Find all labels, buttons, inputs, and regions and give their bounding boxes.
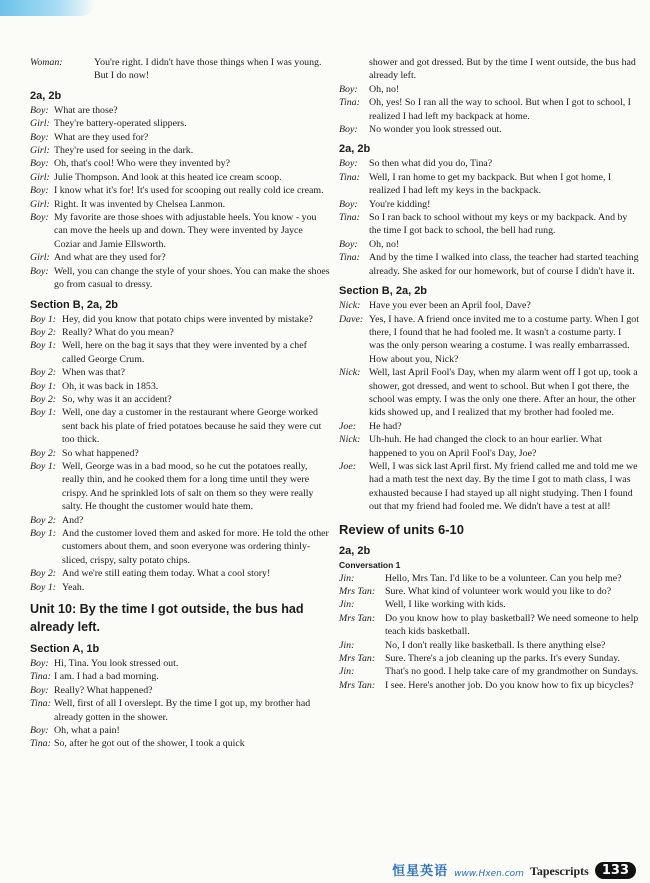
dialogue-text: Well, I like working with kids. [385,599,506,611]
conversation-heading: Conversation 1 [339,559,401,570]
speaker-label: Boy 1: [30,528,57,539]
dialogue-line [339,585,639,598]
speaker-label: Boy: [30,725,49,737]
speaker-label: Boy: [30,158,49,170]
speaker-label: Boy 1: [30,581,57,593]
right-column [339,56,639,692]
section-heading: 2a, 2b [339,143,371,156]
dialogue-text: So what happened? [62,447,139,459]
speaker-label: Boy 2: [30,568,57,580]
section-heading: 2a, 2b [339,544,371,557]
dialogue-line [339,198,639,211]
speaker-label: Boy: [30,131,49,143]
speaker-label: Boy 2: [30,447,57,459]
speaker-label: Jin: [339,572,355,584]
dialogue-line [339,171,639,198]
dialogue-text: Well, you can change the style of your shoes. You can make the shoes go from casual to dressy. [54,265,330,291]
dialogue-text: I see. Here's another job. Do you know how to fix up bicycles? [385,679,634,691]
watermark-text: 恒星英语 [392,864,449,879]
speaker-label: Boy: [30,265,49,277]
dialogue-line [30,265,330,292]
speaker-label: Tina: [30,671,51,683]
dialogue-text: Oh, it was back in 1853. [62,380,159,392]
dialogue-text: And by the time I walked into class, the teacher had started teaching already. She asked for our homework, but of course I didn't have it. [369,252,639,277]
dialogue-text: That's no good. I help take care of my grandmother on Sundays. [385,666,639,678]
speaker-label: Mrs Tan: [339,586,376,597]
speaker-label: Boy 1: [30,460,57,472]
speaker-label: Jin: [339,599,355,611]
dialogue-line [339,460,639,514]
dialogue-text: Uh-huh. He had changed the clock to an hour earlier. What happened to you on April Fool's Day, Joe? [369,434,602,459]
speaker-label: Boy 2: [30,326,57,338]
speaker-label: Mrs Tan: [339,653,376,665]
speaker-label: Nick: [339,367,361,379]
dialogue-line [30,670,330,683]
speaker-label: Boy: [30,212,49,224]
dialogue-text: You're kidding! [369,198,431,210]
dialogue-line [339,652,639,665]
speaker-label: Joe: [339,420,356,432]
page-section-label: Tapescripts [529,864,589,878]
speaker-label: Boy 1: [30,380,57,392]
speaker-label: Boy: [339,83,358,95]
speaker-label: Tina: [339,252,360,264]
speaker-label: Boy: [30,684,49,696]
dialogue-text: Have you ever been an April fool, Dave? [369,300,531,312]
dialogue-line [339,679,639,692]
dialogue-line [30,393,330,406]
dialogue-line [30,251,330,264]
speaker-label: Boy 2: [30,514,57,526]
speaker-label: Jin: [339,666,355,678]
dialogue-text: shower and got dressed. But by the time I went outside, the bus had already left. [369,57,636,82]
dialogue-text: And? [62,514,84,526]
dialogue-text: He had? [369,420,402,432]
dialogue-line [30,581,330,594]
dialogue-text: So, why was it an accident? [62,393,172,405]
speaker-label: Nick: [339,300,361,312]
dialogue-line [30,697,330,724]
dialogue-text: When was that? [62,367,126,379]
speaker-label: Boy 1: [30,340,57,352]
speaker-label: Joe: [339,460,356,472]
speaker-label: Boy 2: [30,367,57,379]
dialogue-line [30,684,330,697]
dialogue-text: Well, last April Fool's Day, when my alarm went off I got up, took a shower, got dressed, and went to school. But when I got there, the school was empty. I was the only one there. After an hour, the other kids showed up, and I realized that my brother had fooled me. [369,367,638,419]
review-heading: Review of units 6-10 [339,521,464,537]
speaker-label: Woman: [30,57,63,68]
speaker-label: Boy: [30,185,49,197]
dialogue-text: What are those? [54,104,118,116]
dialogue-text: So I ran back to school without my keys or my backpack. And by the time I got back to school, the bell had rung. [369,212,628,237]
dialogue-line [30,171,330,184]
dialogue-text: No, I don't really like basketball. Is there anything else? [385,639,606,651]
dialogue-text: Julie Thompson. And look at this heated ice cream scoop. [54,171,282,183]
speaker-label: Tina: [30,698,51,710]
dialogue-line [339,157,639,170]
dialogue-line [339,665,639,678]
speaker-label: Boy: [339,198,358,210]
dialogue-line [339,238,639,251]
dialogue-line [339,420,639,433]
dialogue-line [339,366,639,420]
dialogue-text: Yeah. [62,581,85,593]
dialogue-line [30,313,330,326]
dialogue-text: Oh, that's cool! Who were they invented by? [54,158,231,170]
dialogue-text: Really? What do you mean? [62,326,174,338]
speaker-label: Girl: [30,171,50,183]
speaker-label: Boy 1: [30,407,57,419]
dialogue-line [30,737,330,750]
dialogue-text: Well, I ran home to get my backpack. But when I got home, I realized I had left my keys in the backpack. [369,171,612,197]
dialogue-line [30,657,330,670]
dialogue-line [30,117,330,130]
speaker-label: Boy: [30,104,49,116]
dialogue-text: Hi, Tina. You look stressed out. [54,658,179,670]
speaker-label: Tina: [339,97,360,109]
watermark-url: www.Hxen.com [454,869,524,879]
left-column [30,56,330,751]
dialogue-text: They're battery-operated slippers. [54,118,187,130]
dialogue-line [30,339,330,366]
speaker-label: Girl: [30,145,50,157]
section-heading: 2a, 2b [30,89,62,102]
speaker-label: Girl: [30,198,50,210]
dialogue-text: Oh, yes! So I ran all the way to school. But when I got to school, I realized I had left my backpack at home. [369,97,631,122]
speaker-label: Mrs Tan: [339,612,376,624]
dialogue-text: And we're still eating them today. What a cool story! [62,568,271,580]
page-number: 133 [595,862,636,879]
speaker-label: Tina: [339,171,360,183]
section-heading: Section B, 2a, 2b [339,285,428,298]
dialogue-text: Sure. What kind of volunteer work would you like to do? [385,586,612,597]
dialogue-text: Oh, no! [369,83,400,95]
dialogue-line [30,211,330,251]
dialogue-text: So, after he got out of the shower, I took a quick [54,738,245,750]
dialogue-line [30,366,330,379]
speaker-label: Dave: [339,313,364,325]
dialogue-line [339,83,639,96]
dialogue-text: Really? What happened? [54,684,153,696]
dialogue-line [339,123,639,136]
dialogue-line [30,514,330,527]
speaker-label: Girl: [30,252,50,264]
dialogue-text: Do you know how to play basketball? We need someone to help teach kids basketball. [385,612,639,638]
dialogue-text: They're used for seeing in the dark. [54,145,194,157]
dialogue-line [339,612,639,639]
section-heading: Section B, 2a, 2b [30,298,119,311]
dialogue-text: My favorite are those shoes with adjustable heels. You know - you can move the heels up and down. They were invented by Jayce Coziar and Jamie Ellsworth. [54,212,317,250]
dialogue-text: Well, one day a customer in the restaurant where George worked sent back his plate of fried potatoes because he said they were cut too thick. [62,407,322,446]
dialogue-line [30,104,330,117]
dialogue-text: Sure. There's a job cleaning up the parks. It's every Sunday. [385,653,621,665]
speaker-label: Boy: [339,158,358,170]
dialogue-line [339,211,639,238]
dialogue-line [30,406,330,446]
dialogue-line [339,433,639,460]
dialogue-text: Yes, I have. A friend once invited me to a costume party. When I got there, I found that he had fooled me. It wasn't a costume party. I was the only person wearing a costume. I was really embarrassed. How about you, Nick? [369,313,639,365]
dialogue-line [339,251,639,278]
dialogue-text: Hey, did you know that potato chips were invented by mistake? [62,313,313,325]
dialogue-line [30,131,330,144]
speaker-label: Tina: [30,738,51,750]
speaker-label: Boy: [30,658,49,670]
dialogue-line [339,313,639,367]
dialogue-text: You're right. I didn't have those things when I was young. But I do now! [94,57,322,82]
dialogue-text: Right. It was invented by Chelsea Lanmon. [54,198,226,210]
corner-decoration [0,0,96,16]
speaker-label: Boy 1: [30,313,57,325]
dialogue-text: Hello, Mrs Tan. I'd like to be a volunteer. Can you help me? [385,572,622,584]
dialogue-text: Well, George was in a bad mood, so he cut the potatoes really, really thin, and he cooked them for a long time until they were crispy. And he sprinkled lots of salt on them so they were really salty. He thought the customer would hate them. [62,460,314,513]
speaker-label: Tina: [339,212,360,224]
dialogue-line [30,460,330,514]
dialogue-line [339,299,639,312]
dialogue-line [339,56,639,83]
dialogue-text: And what are they used for? [54,252,166,264]
dialogue-line [30,527,330,567]
section-heading: Section A, 1b [30,643,100,656]
speaker-label: Nick: [339,434,361,446]
unit-heading: Unit 10: By the time I got outside, the bus had already left. [30,602,304,635]
dialogue-text: Oh, no! [369,238,400,250]
speaker-label: Jin: [339,639,355,651]
dialogue-text: Oh, what a pain! [54,725,120,737]
dialogue-line [339,96,639,123]
dialogue-text: I know what it's for! It's used for scooping out really cold ice cream. [54,185,324,197]
speaker-label: Mrs Tan: [339,679,376,691]
dialogue-text: What are they used for? [54,131,149,143]
dialogue-line [30,567,330,580]
dialogue-text: And the customer loved them and asked for more. He told the other customers about them, and soon everyone was ordering thinly-sliced, crispy, salty potato chips. [62,528,329,566]
speaker-label: Boy: [339,238,358,250]
dialogue-line [30,144,330,157]
dialogue-text: Well, first of all I overslept. By the time I got up, my brother had already gotten in the shower. [54,698,311,723]
dialogue-text: Well, here on the bag it says that they were invented by a chef called George Crum. [62,340,307,365]
speaker-label [339,56,369,83]
dialogue-text: I am. I had a bad morning. [54,671,159,683]
dialogue-line [339,598,639,611]
dialogue-line [339,639,639,652]
dialogue-line [30,447,330,460]
page-footer [392,860,636,879]
dialogue-line [30,157,330,170]
dialogue-line [30,198,330,211]
speaker-label: Boy 2: [30,393,57,405]
dialogue-line [30,380,330,393]
speaker-label: Girl: [30,118,50,130]
dialogue-text: Well, I was sick last April first. My friend called me and told me we had a math test the next day. By the time I got to math class, I was exhausted because I had stayed up all night studying. Then I found out that my friend had fooled me. We didn't have a test at all! [369,460,638,513]
dialogue-line [30,326,330,339]
dialogue-line [30,184,330,197]
dialogue-line [30,56,330,83]
dialogue-line [339,572,639,585]
speaker-label: Boy: [339,124,358,136]
dialogue-line [30,724,330,737]
dialogue-text: No wonder you look stressed out. [369,124,502,136]
dialogue-text: So then what did you do, Tina? [369,158,493,170]
